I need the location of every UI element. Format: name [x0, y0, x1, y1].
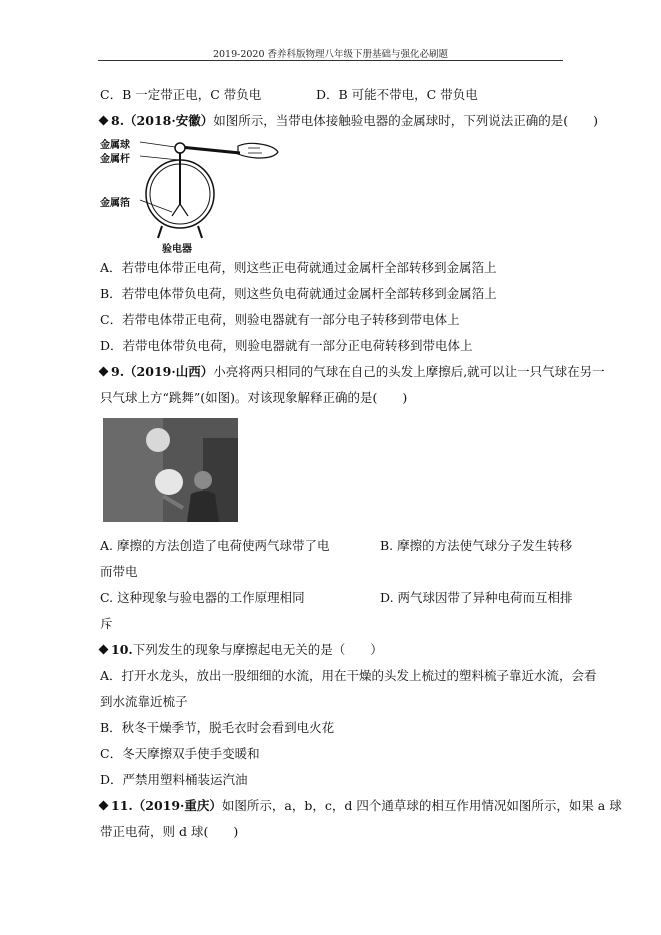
- q10-option-a: A．打开水龙头，放出一股细细的水流，用在干燥的头发上梳过的塑料梳子靠近水流，会看: [100, 668, 597, 683]
- q11-label: 11.（2019·重庆）: [111, 798, 222, 813]
- balloon-photo-drawing: [103, 418, 238, 522]
- q11-stem-line1: [100, 798, 622, 814]
- q9-option-a: A. 摩擦的方法创造了电荷使两气球带了电: [100, 538, 330, 553]
- label-metal-foil: 金属箔: [100, 198, 130, 209]
- q11-stem-line2: 带正电荷，则 d 球( ): [100, 824, 239, 839]
- q9-label: 9.（2019·山西）: [111, 364, 214, 379]
- question-marker-icon: [99, 801, 109, 811]
- q7-option-c: C．B 一定带正电，C 带负电: [100, 87, 262, 102]
- q8-option-a: A．若带电体带正电荷，则这些正电荷就通过金属杆全部转移到金属箔上: [100, 260, 497, 275]
- question-marker-icon: [99, 645, 109, 655]
- q9-stem-line1: [100, 364, 605, 380]
- q9-option-d-cont: 斥: [100, 616, 113, 631]
- q9-option-c: C. 这种现象与验电器的工作原理相同: [100, 590, 305, 605]
- label-metal-ball: 金属球: [100, 140, 130, 151]
- q8-stem: [100, 113, 598, 129]
- q8-text: 如图所示，当带电体接触验电器的金属球时，下列说法正确的是( ): [213, 113, 598, 128]
- q8-option-c: C．若带电体带正电荷，则验电器就有一部分电子转移到带电体上: [100, 312, 460, 327]
- q7-option-d: D．B 可能不带电，C 带负电: [316, 87, 478, 102]
- question-marker-icon: [99, 116, 109, 126]
- q11-text-line1: 如图所示，a，b，c，d 四个通草球的相互作用情况如图所示，如果 a 球: [221, 798, 622, 813]
- figure-caption-electroscope: 验电器: [162, 244, 192, 255]
- electroscope-figure: [100, 134, 290, 254]
- q9-stem-line2: 只气球上方“跳舞”(如图)。对该现象解释正确的是( ): [100, 390, 408, 405]
- q10-option-d: D．严禁用塑料桶装运汽油: [100, 772, 248, 787]
- q10-label: 10.: [111, 642, 133, 657]
- q9-text-line1: 小亮将两只相同的气球在自己的头发上摩擦后,就可以让一只气球在另一: [213, 364, 605, 379]
- header-divider: [98, 60, 563, 61]
- q9-option-b-cont: 而带电: [100, 564, 138, 579]
- q10-option-a-cont: 到水流靠近梳子: [100, 694, 188, 709]
- q8-label: 8.（2018·安徽）: [111, 113, 214, 128]
- label-metal-rod: 金属杆: [100, 154, 130, 165]
- q10-text: 下列发生的现象与摩擦起电无关的是（ ）: [132, 642, 383, 657]
- question-marker-icon: [99, 367, 109, 377]
- q9-option-d: D. 两气球因带了异种电荷而互相排: [380, 590, 573, 605]
- page-header: 2019-2020 香养科版物理八年级下册基础与强化必刷题: [212, 49, 449, 60]
- q9-option-b: B. 摩擦的方法使气球分子发生转移: [380, 538, 573, 553]
- q10-stem: [100, 642, 383, 658]
- balloon-photo: [103, 418, 238, 522]
- q8-option-d: D．若带电体带负电荷，则验电器就有一部分正电荷转移到带电体上: [100, 338, 473, 353]
- q10-option-b: B．秋冬干燥季节，脱毛衣时会看到电火花: [100, 720, 335, 735]
- q8-option-b: B．若带电体带负电荷，则这些负电荷就通过金属杆全部转移到金属箔上: [100, 286, 497, 301]
- q10-option-c: C．冬天摩擦双手使手变暖和: [100, 746, 260, 761]
